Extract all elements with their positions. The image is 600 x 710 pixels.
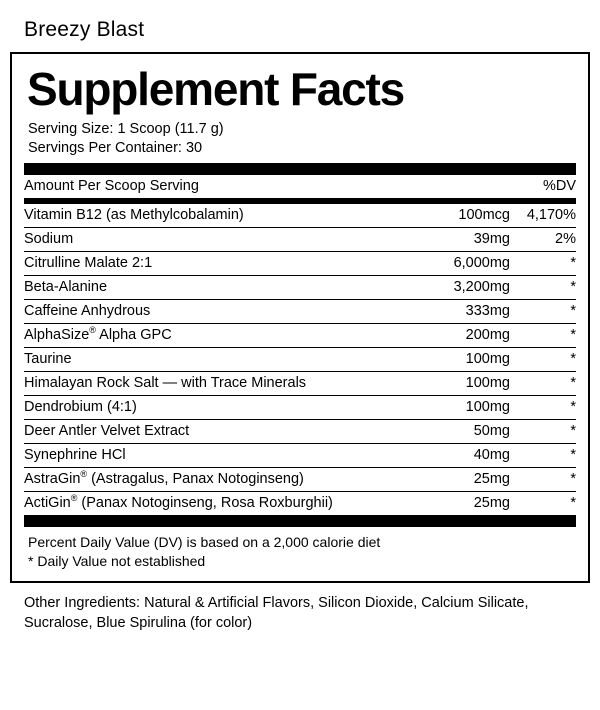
row-amount: 100mcg bbox=[435, 204, 510, 228]
row-name: Synephrine HCl bbox=[24, 444, 435, 468]
table-row bbox=[24, 468, 576, 492]
footnotes bbox=[24, 527, 576, 571]
row-name: Beta-Alanine bbox=[24, 276, 435, 300]
table-row bbox=[24, 420, 576, 444]
table-row bbox=[24, 372, 576, 396]
row-name: Deer Antler Velvet Extract bbox=[24, 420, 435, 444]
table-header-row bbox=[24, 175, 576, 199]
row-name: Vitamin B12 (as Methylcobalamin) bbox=[24, 204, 435, 228]
servings-per-container: Servings Per Container: 30 bbox=[28, 140, 203, 156]
row-dv: * bbox=[510, 468, 576, 492]
row-name: AstraGin® (Astragalus, Panax Notoginseng) bbox=[24, 468, 435, 492]
table-row bbox=[24, 276, 576, 300]
row-amount: 100mg bbox=[435, 396, 510, 420]
row-amount: 50mg bbox=[435, 420, 510, 444]
row-amount: 3,200mg bbox=[435, 276, 510, 300]
row-dv: * bbox=[510, 396, 576, 420]
table-row bbox=[24, 444, 576, 468]
footnote-star: * Daily Value not established bbox=[28, 553, 206, 569]
divider-thick-bottom bbox=[24, 515, 576, 527]
divider-thick-top bbox=[24, 163, 576, 175]
table-row bbox=[24, 252, 576, 276]
row-name: Taurine bbox=[24, 348, 435, 372]
row-name: Caffeine Anhydrous bbox=[24, 300, 435, 324]
table-row bbox=[24, 204, 576, 228]
row-amount: 6,000mg bbox=[435, 252, 510, 276]
table-row bbox=[24, 348, 576, 372]
supplement-facts-panel bbox=[10, 52, 590, 583]
row-dv: * bbox=[510, 300, 576, 324]
nutrition-rows bbox=[24, 204, 576, 515]
row-dv: * bbox=[510, 444, 576, 468]
table-row bbox=[24, 324, 576, 348]
page-title: Breezy Blast bbox=[24, 18, 145, 41]
row-dv: 2% bbox=[510, 228, 576, 252]
row-amount: 333mg bbox=[435, 300, 510, 324]
row-name: Citrulline Malate 2:1 bbox=[24, 252, 435, 276]
row-dv: 4,170% bbox=[510, 204, 576, 228]
row-dv: * bbox=[510, 324, 576, 348]
serving-size: Serving Size: 1 Scoop (11.7 g) bbox=[28, 121, 224, 137]
serving-info bbox=[28, 120, 576, 158]
row-amount: 25mg bbox=[473, 495, 510, 511]
row-amount: 100mg bbox=[435, 372, 510, 396]
row-name: ActiGin® (Panax Notoginseng, Rosa Roxburghii) bbox=[24, 493, 333, 511]
other-ingredients: Other Ingredients: Natural & Artificial Flavors, Silicon Dioxide, Calcium Silicate, Sucralose, Blue Spirulina (for color) bbox=[24, 595, 529, 631]
row-dv: * bbox=[510, 348, 576, 372]
row-name: AlphaSize® Alpha GPC bbox=[24, 324, 435, 348]
row-dv: * bbox=[510, 252, 576, 276]
table-row bbox=[24, 228, 576, 252]
table-row bbox=[24, 300, 576, 324]
row-dv: * bbox=[510, 420, 576, 444]
row-amount: 100mg bbox=[435, 348, 510, 372]
footnote-daily-value: Percent Daily Value (DV) is based on a 2,000 calorie diet bbox=[28, 534, 381, 550]
row-name: Himalayan Rock Salt — with Trace Minerals bbox=[24, 372, 435, 396]
row-dv: * bbox=[510, 372, 576, 396]
row-amount: 40mg bbox=[435, 444, 510, 468]
table-row bbox=[24, 396, 576, 420]
panel-title: Supplement Facts bbox=[27, 63, 404, 115]
row-dv: * bbox=[510, 276, 576, 300]
row-amount: 200mg bbox=[435, 324, 510, 348]
row-amount: 25mg bbox=[435, 468, 510, 492]
row-amount: 39mg bbox=[435, 228, 510, 252]
row-name: Sodium bbox=[24, 228, 435, 252]
header-dv: %DV bbox=[510, 175, 576, 199]
nutrition-table bbox=[24, 175, 576, 199]
row-name: Dendrobium (4:1) bbox=[24, 396, 435, 420]
table-row bbox=[24, 492, 576, 516]
header-amount: Amount Per Scoop Serving bbox=[24, 175, 510, 199]
row-dv: * bbox=[570, 495, 576, 511]
